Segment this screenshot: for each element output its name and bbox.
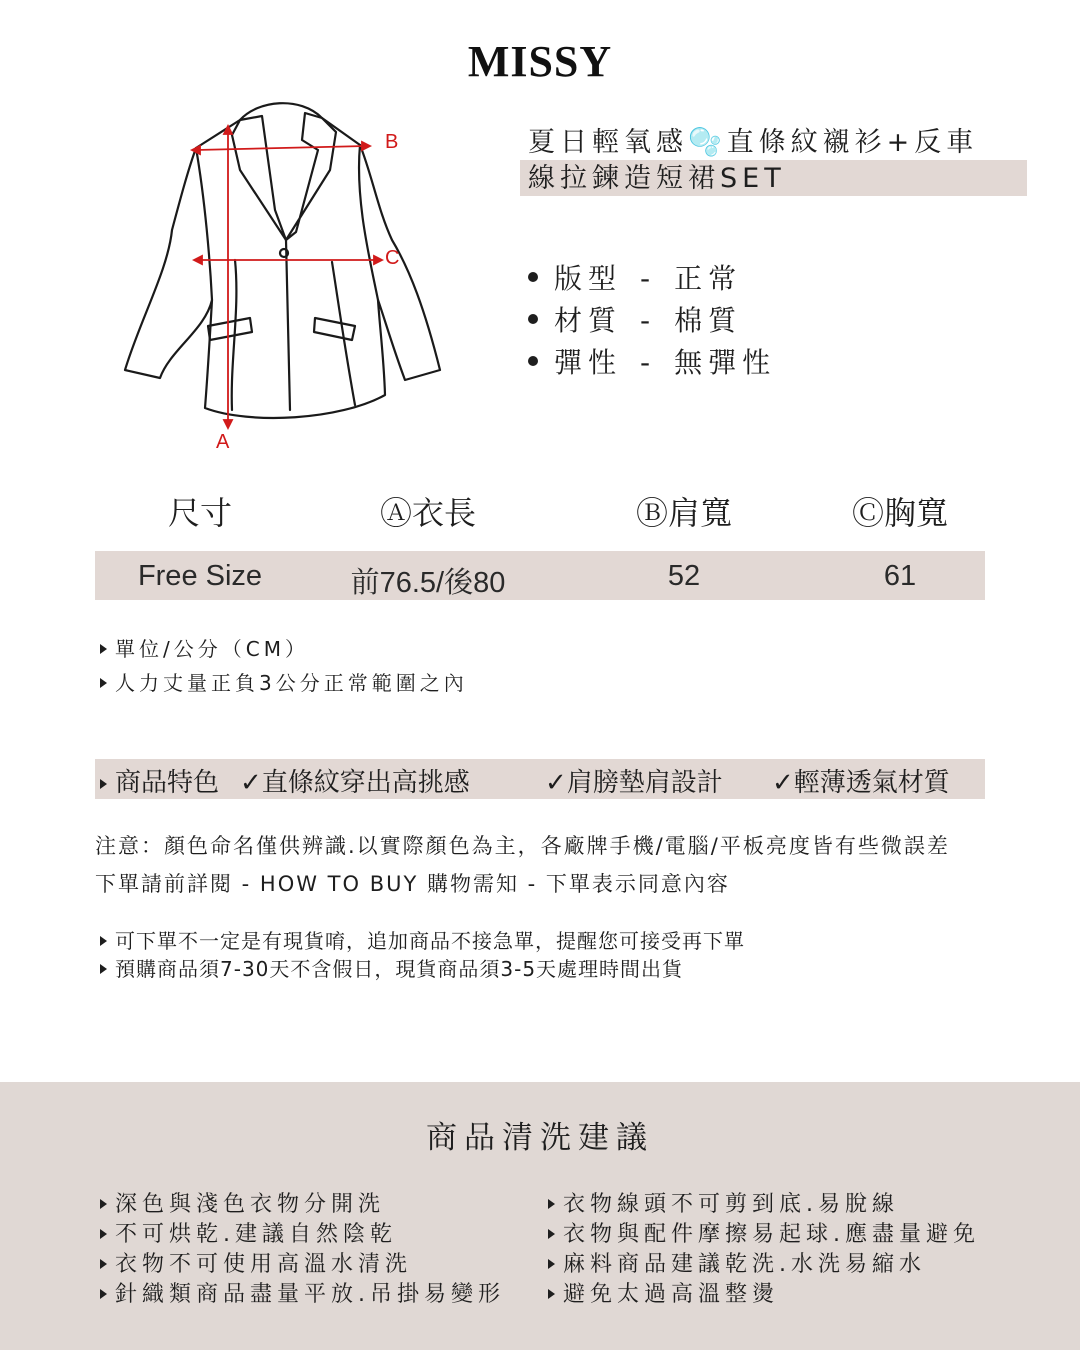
bullet-icon <box>528 272 538 282</box>
wash-item: 衣物線頭不可剪到底.易脫線 <box>548 1190 980 1220</box>
wash-item: 衣物與配件摩擦易起球.應盡量避免 <box>548 1220 980 1250</box>
bullet-icon <box>528 356 538 366</box>
wash-item: 針織類商品盡量平放.吊掛易變形 <box>100 1280 505 1310</box>
spec-list <box>528 258 776 384</box>
product-title-line-2: 線拉鍊造短裙SET <box>520 160 1027 196</box>
product-title-line-1: 夏日輕氧感🫧直條紋襯衫+反車 <box>528 127 979 158</box>
size-cell-size: Free Size <box>137 560 263 592</box>
jacket-diagram <box>118 92 458 454</box>
wash-list-right <box>548 1190 980 1310</box>
size-cell-chest: 61 <box>883 560 917 592</box>
size-cell-shoulder: 52 <box>667 560 701 592</box>
wash-item: 不可烘乾.建議自然陰乾 <box>100 1220 505 1250</box>
size-header-size: 尺寸 <box>167 494 232 532</box>
order-note: 預購商品須7-30天不含假日，現貨商品須3-5天處理時間出貨 <box>100 953 683 982</box>
triangle-bullet-icon <box>100 779 107 789</box>
triangle-bullet-icon <box>100 1259 107 1269</box>
spec-item: 彈性 - 無彈性 <box>528 342 776 384</box>
triangle-bullet-icon <box>548 1229 555 1239</box>
dimension-label-b: B <box>385 131 399 153</box>
triangle-bullet-icon <box>100 1289 107 1299</box>
triangle-bullet-icon <box>100 1199 107 1209</box>
wash-item: 麻料商品建議乾洗.水洗易縮水 <box>548 1250 980 1280</box>
size-cell-length: 前76.5/後80 <box>350 567 506 599</box>
triangle-bullet-icon <box>548 1199 555 1209</box>
jacket-collar-left <box>232 116 286 240</box>
jacket-sleeve-left <box>196 148 212 300</box>
triangle-bullet-icon <box>100 1229 107 1239</box>
bullet-icon <box>528 314 538 324</box>
caution-line-1: 注意：顏色命名僅供辨識.以實際顏色為主，各廠牌手機/電腦/平板亮度皆有些微誤差 <box>95 834 950 858</box>
size-header-chest: Ⓒ胸寬 <box>851 494 948 532</box>
feature-item: ✓直條紋穿出高挑感 <box>240 768 470 798</box>
jacket-dart-right <box>332 262 355 405</box>
feature-item: ✓輕薄透氣材質 <box>772 768 950 798</box>
wash-title: 商品清洗建議 <box>426 1120 654 1156</box>
triangle-bullet-icon <box>548 1289 555 1299</box>
dimension-line-b <box>196 146 366 150</box>
jacket-collar-right <box>286 113 336 240</box>
feature-item: ✓肩膀墊肩設計 <box>545 768 723 798</box>
spec-item: 材質 - 棉質 <box>528 300 776 342</box>
triangle-bullet-icon <box>100 964 107 974</box>
brand-logo: MISSY <box>467 37 613 86</box>
wash-list-left <box>100 1190 505 1310</box>
triangle-bullet-icon <box>100 678 107 688</box>
jacket-pocket-right <box>314 318 355 340</box>
order-note: 可下單不一定是有現貨唷，追加商品不接急單，提醒您可接受再下單 <box>100 925 745 954</box>
features-label: 商品特色 <box>100 762 219 799</box>
dimension-label-c: C <box>385 247 400 269</box>
product-title <box>520 124 1027 196</box>
note-tolerance: 人力丈量正負3公分正常範圍之內 <box>100 667 468 696</box>
wash-item: 衣物不可使用高溫水清洗 <box>100 1250 505 1280</box>
triangle-bullet-icon <box>548 1259 555 1269</box>
dimension-label-a: A <box>216 431 230 453</box>
triangle-bullet-icon <box>100 644 107 654</box>
size-header-length: Ⓐ衣長 <box>379 494 476 532</box>
jacket-pocket-left <box>208 318 252 340</box>
wash-item: 避免太過高溫整燙 <box>548 1280 980 1310</box>
caution-line-2: 下單請前詳閱 - HOW TO BUY 購物需知 - 下單表示同意內容 <box>95 872 730 896</box>
triangle-bullet-icon <box>100 936 107 946</box>
spec-item: 版型 - 正常 <box>528 258 776 300</box>
jacket-front-edge <box>286 240 290 410</box>
size-header-shoulder: Ⓑ肩寬 <box>635 494 732 532</box>
note-unit: 單位/公分（CM） <box>100 633 309 662</box>
wash-item: 深色與淺色衣物分開洗 <box>100 1190 505 1220</box>
